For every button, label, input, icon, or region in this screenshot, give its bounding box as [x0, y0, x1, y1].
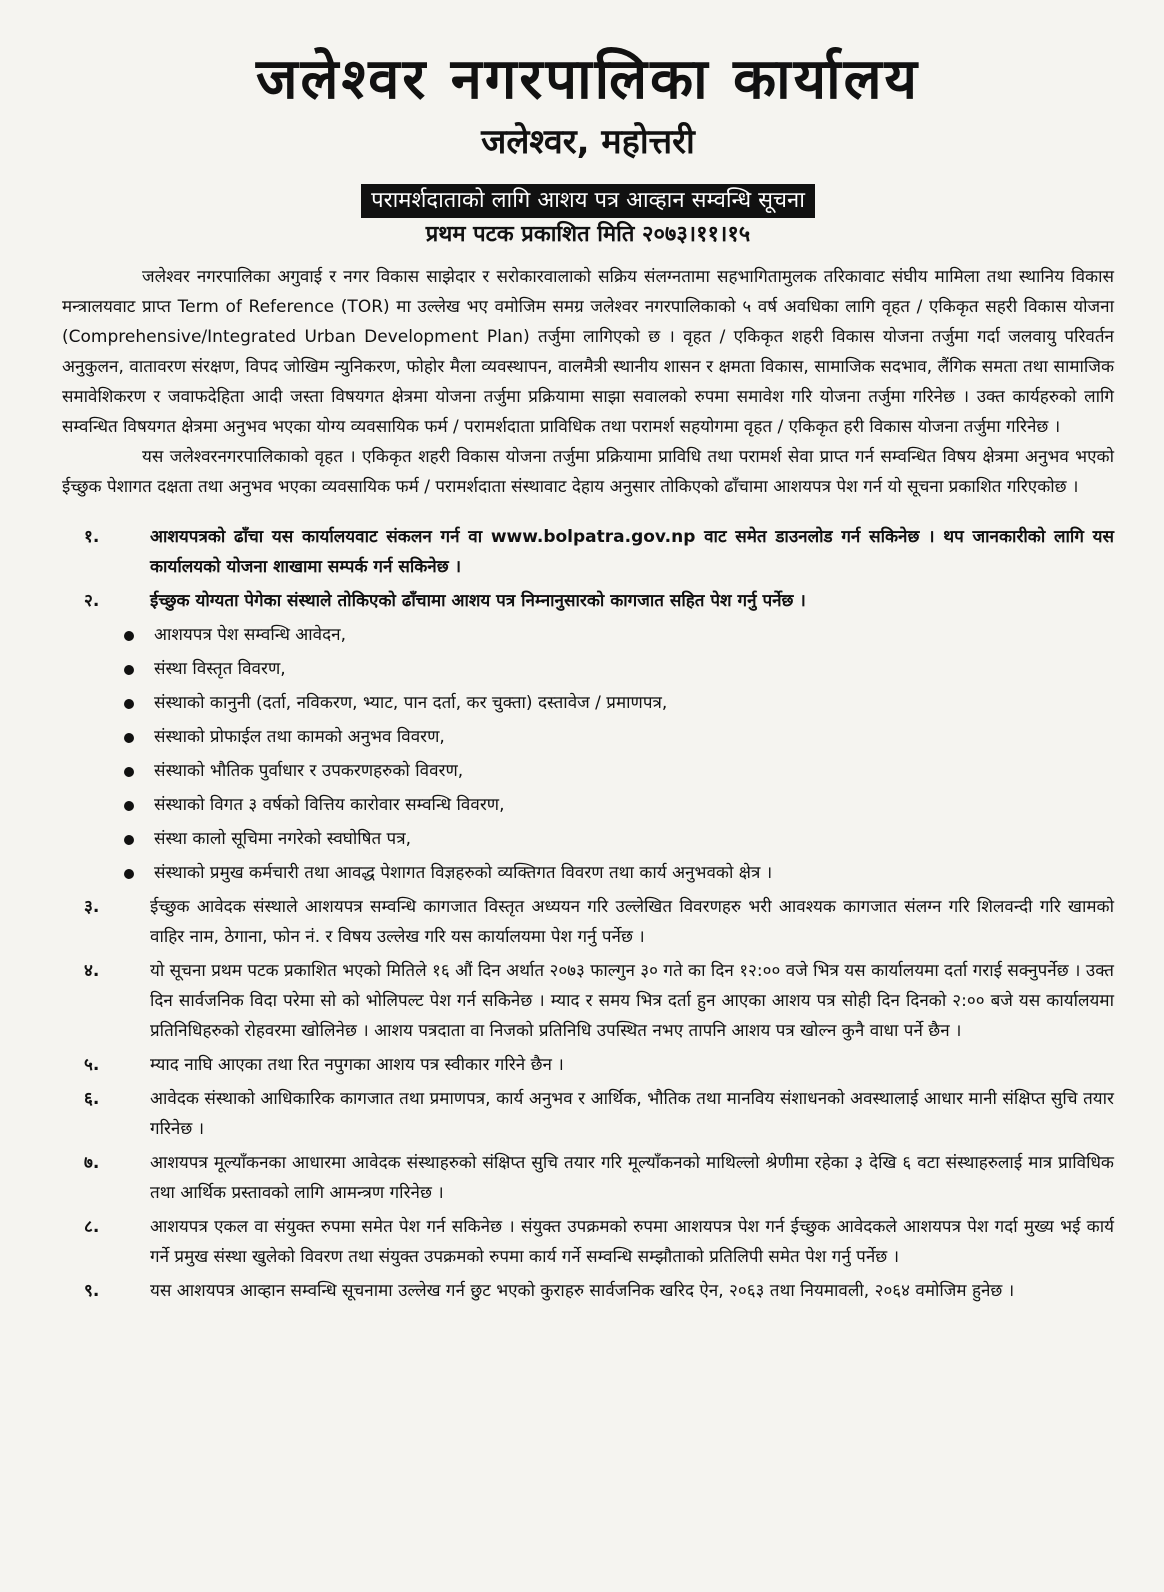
list-item	[118, 688, 1114, 718]
list-item	[118, 722, 1114, 752]
condition-item	[62, 1084, 1114, 1144]
condition-text: आशयपत्र एकल वा संयुक्त रुपमा समेत पेश गर्न सकिनेछ । संयुक्त उपक्रमको रुपमा आशयपत्र पेश गर्न ईच्छुक आवेदकले आशयपत्र पेश गर्दा मुख्य भई कार्य गर्ने प्रमुख संस्था खुलेको विवरण तथा संयुक्त उपक्रमको रुपमा कार्य गर्ने सम्वन्धि सम्झौताको प्रतिलिपी समेत पेश गर्नु पर्नेछ ।	[150, 1217, 1114, 1267]
list-item-text: संस्था कालो सूचिमा नगरेको स्वघोषित पत्र,	[154, 829, 411, 849]
condition-text: ईच्छुक आवेदक संस्थाले आशयपत्र सम्वन्धि कागजात विस्तृत अध्ययन गरि उल्लेखित विवरणहरु भरी आवश्यक कागजात संलग्न गरि शिलवन्दी गरि खामको वाहिर नाम, ठेगाना, फोन नं. र विषय उल्लेख गरि यस कार्यालयमा पेश गर्नु पर्नेछ ।	[150, 897, 1114, 947]
intro-paragraph: जलेश्वर नगरपालिका अगुवाई र नगर विकास साझेदार र सरोकारवालाको सक्रिय संलग्नतामा सहभागितामुलक तरिकावाट संघीय मामिला तथा स्थानिय विकास मन्त्रालयवाट प्राप्त Term of Reference (TOR) मा उल्लेख भए वमोजिम समग्र जलेश्वर नगरपालिकाको ५ वर्ष अवधिका लागि वृहत / एकिकृत सहरी विकास योजना (Comprehensive/Integrated Urban Development Plan) तर्जुमा लागिएको छ । वृहत / एकिकृत शहरी विकास योजना तर्जुमा गर्दा जलवायु परिवर्तन अनुकुलन, वातावरण संरक्षण, विपद जोखिम न्युनिकरण, फोहोर मैला व्यवस्थापन, वालमैत्री स्थानीय शासन र क्षमता विकास, सामाजिक सदभाव, लैंगिक समता तथा सामाजिक समावेशिकरण र जवाफदेहिता आदी जस्ता विषयगत क्षेत्रमा योजना तर्जुमा प्रक्रियामा साझा सवालको रुपमा समावेश गरि योजना तर्जुमा गरिनेछ । उक्त कार्यहरुको लागि सम्वन्धित विषयगत क्षेत्रमा अनुभव भएका योग्य व्यवसायिक फर्म / परामर्शदाता प्राविधिक तथा परामर्श सहयोगमा वृहत / एकिकृत हरी विकास योजना तर्जुमा गरिनेछ ।	[62, 267, 1114, 437]
bullet-icon	[118, 858, 154, 888]
condition-text: ईच्छुक योग्यता पेगेका संस्थाले तोकिएको ढाँचामा आशय पत्र निम्नानुसारको कागजात सहित पेश गर्नु पर्नेछ ।	[150, 591, 806, 611]
condition-item	[62, 586, 1114, 616]
office-title: जलेश्वर नगरपालिका कार्यालय	[255, 47, 921, 112]
bullet-icon	[118, 790, 154, 820]
condition-text: आशयपत्र मूल्याँकनका आधारमा आवेदक संस्थाहरुको संक्षिप्त सुचि तयार गरि मूल्याँकनको माथिल्लो श्रेणीमा रहेका ३ देखि ६ वटा संस्थाहरुलाई मात्र प्राविधिक तथा आर्थिक प्रस्तावको लागि आमन्त्रण गरिनेछ ।	[150, 1153, 1114, 1203]
bullet-icon	[118, 620, 154, 650]
list-item-text: संस्थाको कानुनी (दर्ता, नविकरण, भ्याट, पान दर्ता, कर चुक्ता) दस्तावेज / प्रमाणपत्र,	[154, 693, 668, 713]
condition-item	[62, 1148, 1114, 1208]
notice-title-wrap	[62, 184, 1114, 218]
condition-item	[62, 1050, 1114, 1080]
list-item-text: आशयपत्र पेश सम्वन्धि आवेदन,	[154, 625, 346, 645]
condition-number: ९.	[84, 1281, 100, 1301]
condition-text: यो सूचना प्रथम पटक प्रकाशित भएको मितिले १६ औं दिन अर्थात २०७३ फाल्गुन ३० गते का दिन १२:०० वजे भित्र यस कार्यालयमा दर्ता गराई सक्नुपर्नेछ । उक्त दिन सार्वजनिक विदा परेमा सो को भोलिपल्ट पेश गर्न सकिनेछ । म्याद र समय भित्र दर्ता हुन आएका आशय पत्र सोही दिन दिनको २:०० बजे यस कार्यालयमा प्रतिनिधिहरुको रोहवरमा खोलिनेछ । आशय पत्रदाता वा निजको प्रतिनिधि उपस्थित नभए तापनि आशय पत्र खोल्न कुनै वाधा पर्ने छैन ।	[150, 961, 1114, 1041]
bullet-icon	[118, 824, 154, 854]
bullet-icon	[118, 756, 154, 786]
notice-title: परामर्शदाताको लागि आशय पत्र आव्हान सम्वन्धि सूचना	[361, 184, 815, 218]
condition-number: ४.	[84, 961, 100, 981]
condition-number: ८.	[84, 1217, 100, 1237]
list-item-text: संस्थाको भौतिक पुर्वाधार र उपकरणहरुको विवरण,	[154, 761, 464, 781]
list-item-text: संस्थाको विगत ३ वर्षको वित्तिय कारोवार सम्वन्धि विवरण,	[154, 795, 505, 815]
list-item	[118, 620, 1114, 650]
condition-text: म्याद नाघि आएका तथा रित नपुगका आशय पत्र स्वीकार गरिने छैन ।	[150, 1055, 564, 1075]
condition-item	[62, 522, 1114, 582]
condition-number: १.	[84, 527, 100, 547]
list-item	[118, 654, 1114, 684]
condition-text: आशयपत्रको ढाँचा यस कार्यालयवाट संकलन गर्न वा www.bolpatra.gov.np वाट समेत डाउनलोड गर्न सकिनेछ । थप जानकारीको लागि यस कार्यालयको योजना शाखामा सम्पर्क गर्न सकिनेछ ।	[150, 527, 1114, 577]
purpose-paragraph: यस जलेश्वरनगरपालिकाको वृहत । एकिकृत शहरी विकास योजना तर्जुमा प्रक्रियामा प्राविधि तथा परामर्श सेवा प्राप्त गर्न सम्वन्धित विषय क्षेत्रमा अनुभव भएको ईच्छुक पेशागत दक्षता तथा अनुभव भएका व्यवसायिक फर्म / परामर्शदाता संस्थावाट देहाय अनुसार तोकिएको ढाँचामा आशयपत्र पेश गर्न यो सूचना प्रकाशित गरिएकोछ ।	[62, 447, 1114, 497]
conditions-list	[62, 522, 1114, 1306]
list-item-text: संस्थाको प्रमुख कर्मचारी तथा आवद्ध पेशागत विज्ञहरुको व्यक्तिगत विवरण तथा कार्य अनुभवको क्षेत्र ।	[154, 863, 773, 883]
list-item	[118, 858, 1114, 888]
condition-number: ७.	[84, 1153, 100, 1173]
list-item-text: संस्था विस्तृत विवरण,	[154, 659, 286, 679]
list-item	[118, 790, 1114, 820]
condition-number: ६.	[84, 1089, 100, 1109]
condition-text: यस आशयपत्र आव्हान सम्वन्धि सूचनामा उल्लेख गर्न छुट भएको कुराहरु सार्वजनिक खरिद ऐन, २०६३ तथा नियमावली, २०६४ वमोजिम हुनेछ ।	[150, 1281, 1015, 1301]
condition-number: २.	[84, 591, 100, 611]
condition-number: ५.	[84, 1055, 100, 1075]
publication-date: प्रथम पटक प्रकाशित मिति २०७३।११।१५	[425, 222, 751, 247]
bullet-icon	[118, 688, 154, 718]
condition-item	[62, 1276, 1114, 1306]
condition-number: ३.	[84, 897, 100, 917]
bullet-icon	[118, 654, 154, 684]
list-item-text: संस्थाको प्रोफाईल तथा कामको अनुभव विवरण,	[154, 727, 445, 747]
bullet-icon	[118, 722, 154, 752]
condition-item	[62, 892, 1114, 952]
condition-item	[62, 956, 1114, 1046]
list-item	[118, 824, 1114, 854]
condition-item	[62, 1212, 1114, 1272]
office-location: जलेश्वर, महोत्तरी	[481, 122, 695, 162]
list-item	[118, 756, 1114, 786]
required-documents-list	[62, 620, 1114, 888]
condition-text: आवेदक संस्थाको आधिकारिक कागजात तथा प्रमाणपत्र, कार्य अनुभव र आर्थिक, भौतिक तथा मानविय संशाधनको अवस्थालाई आधार मानी संक्षिप्त सुचि तयार गरिनेछ ।	[150, 1089, 1114, 1139]
